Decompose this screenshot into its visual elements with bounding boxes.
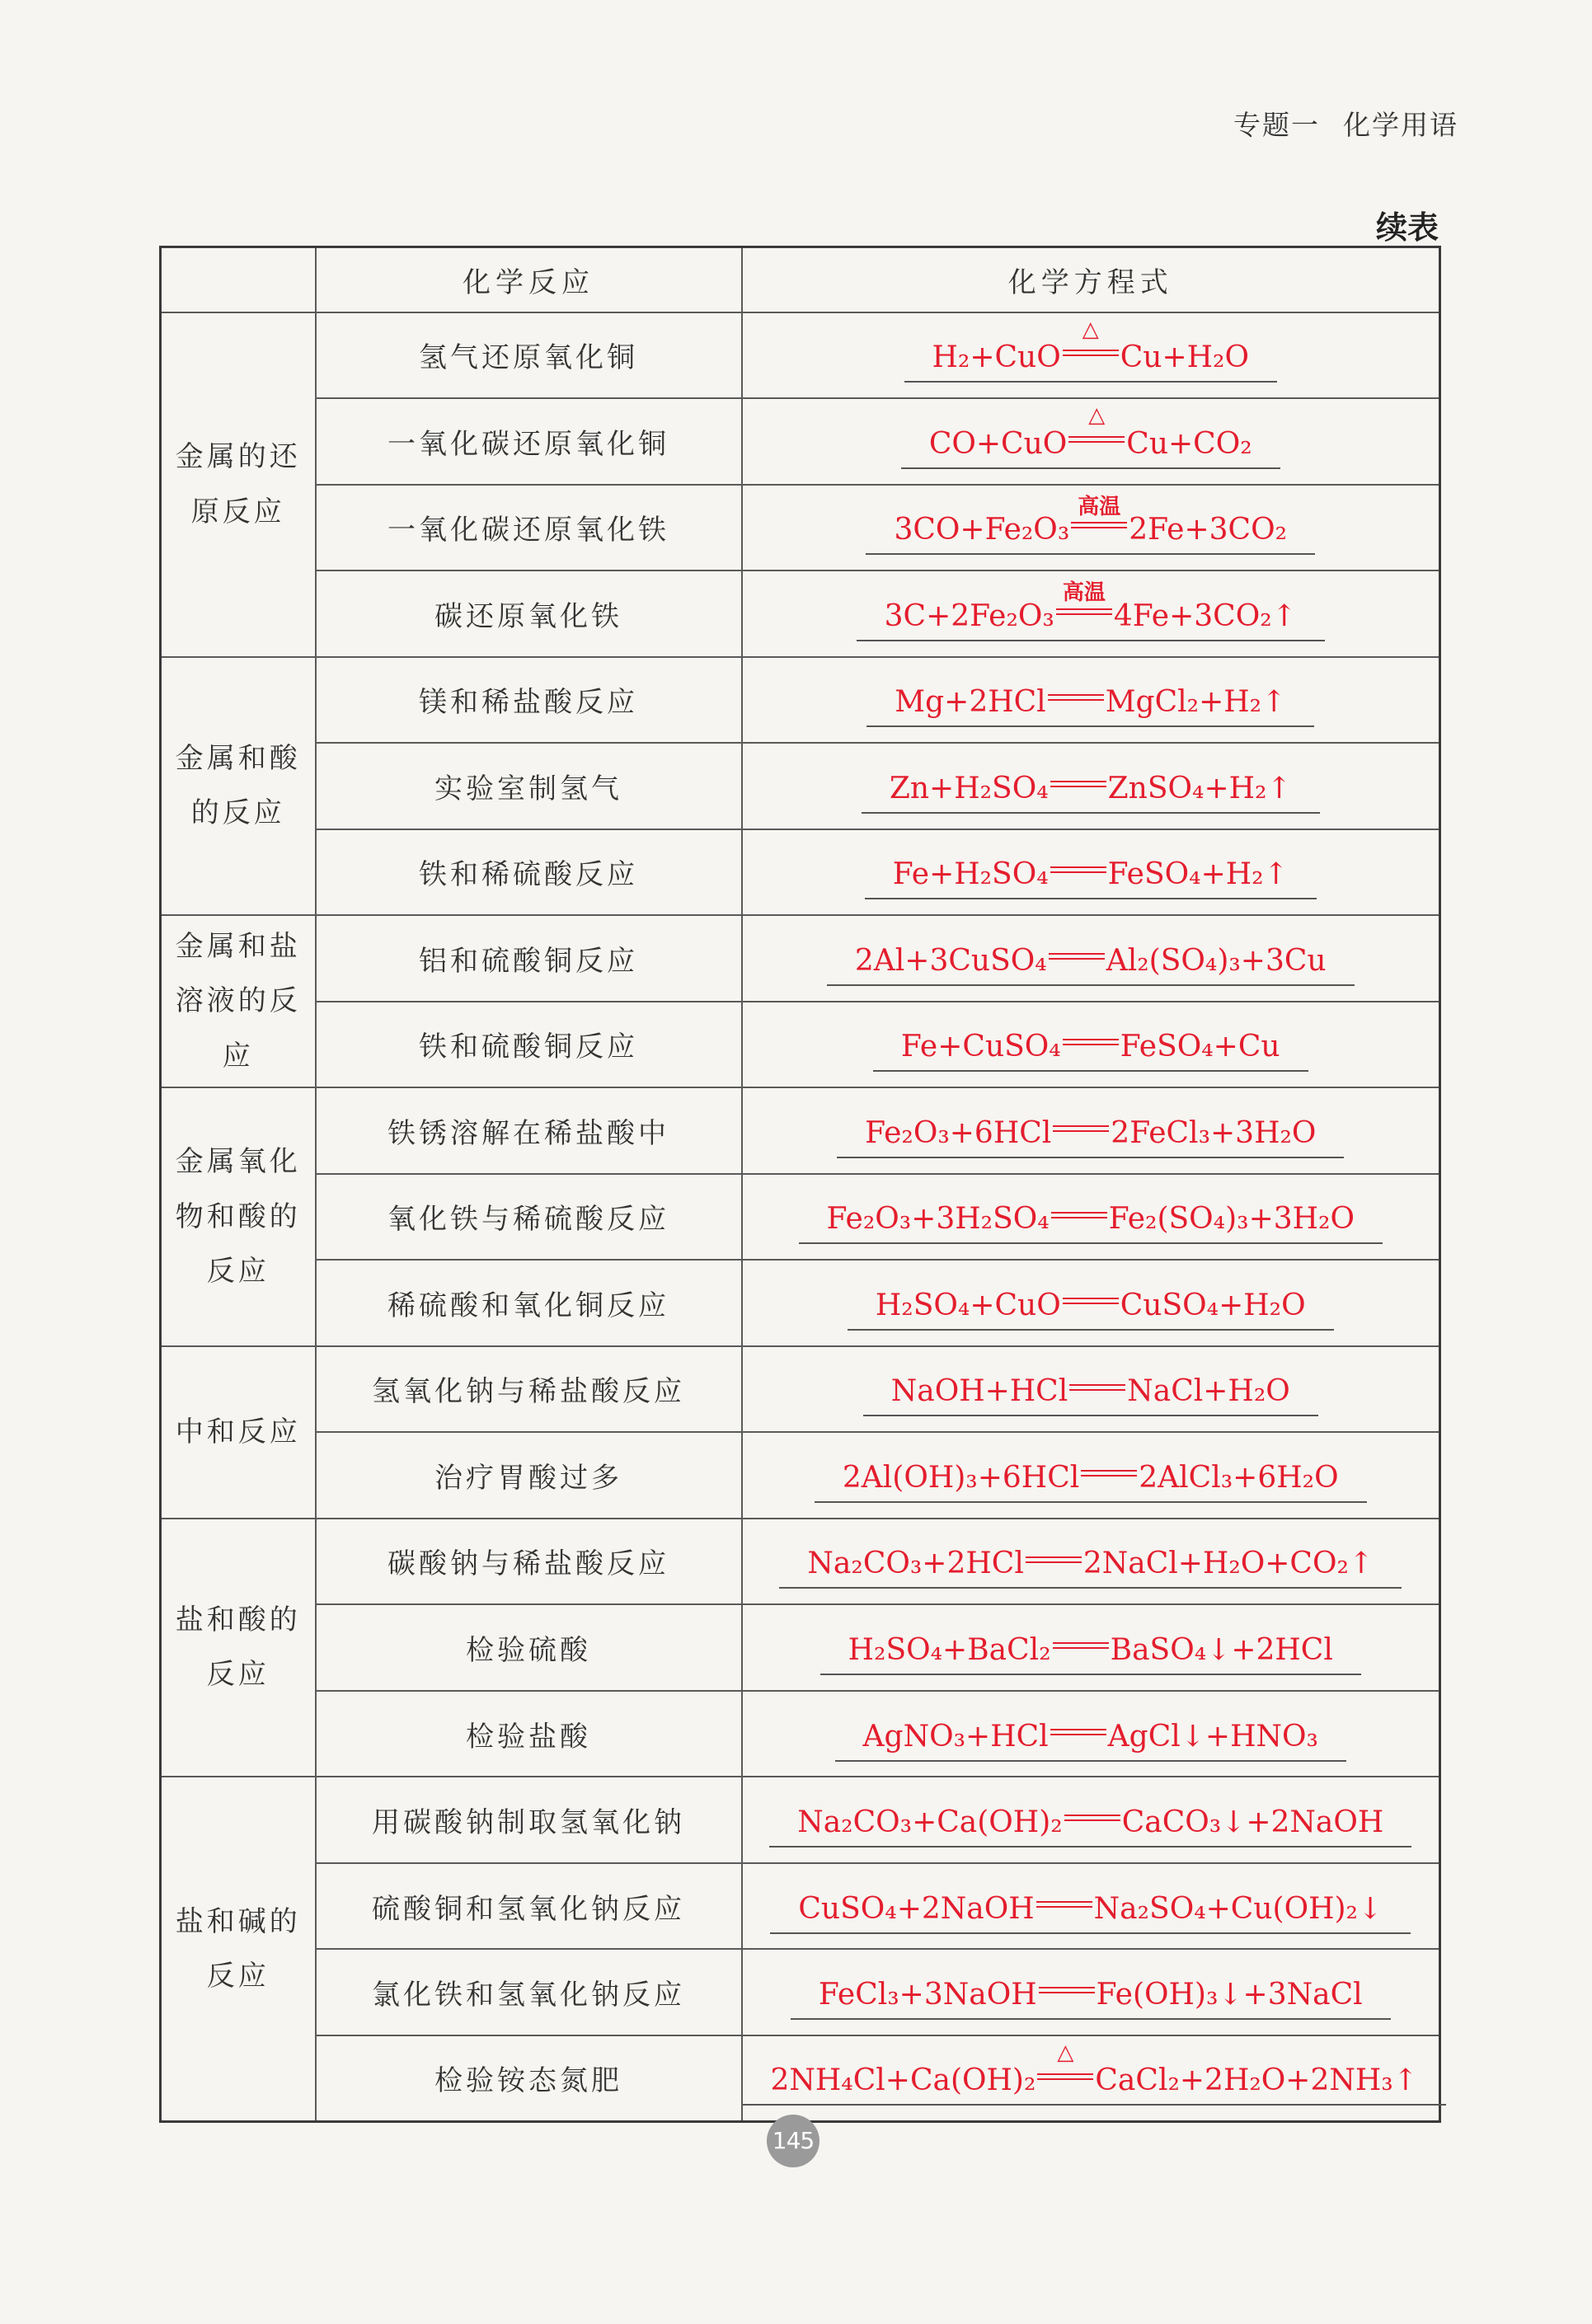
table-row (161, 2035, 1440, 2122)
equals-sign (1063, 350, 1119, 356)
table-row (161, 312, 1440, 399)
products: FeSO₄+H₂↑ (1107, 857, 1289, 892)
reaction-condition (1069, 494, 1129, 539)
equals-sign (1053, 1125, 1109, 1132)
equation-cell (742, 485, 1440, 571)
table-row (161, 1346, 1440, 1433)
products: Fe(OH)₃↓+3NaCl (1096, 1978, 1363, 2012)
table-row (161, 1432, 1440, 1519)
equation-cell (742, 312, 1440, 399)
equation-cell (742, 1691, 1440, 1777)
equals-sign (1056, 608, 1112, 615)
condition-label: △ (1057, 2040, 1074, 2065)
equation-cell (742, 657, 1440, 744)
header-reaction: 化学反应 (316, 247, 742, 312)
chemical-equation (866, 682, 1314, 727)
products: CaCO₃↓+2NaOH (1121, 1805, 1384, 1840)
reactants: 2Al+3CuSO₄ (854, 943, 1047, 978)
equation-cell (742, 743, 1440, 829)
reaction-condition (1049, 1716, 1108, 1746)
equals-sign (1026, 1556, 1082, 1563)
products: 2Fe+3CO₂ (1129, 513, 1288, 547)
table-row (161, 485, 1440, 571)
condition-label: 高温 (1078, 494, 1121, 519)
reaction-name: 氢氧化钠与稀盐酸反应 (316, 1346, 742, 1433)
products: AgCl↓+HNO₃ (1107, 1719, 1318, 1754)
equation-cell (742, 1777, 1440, 1863)
chemical-equation (835, 1716, 1346, 1762)
products: Cu+H₂O (1120, 340, 1249, 375)
equals-sign (1053, 1642, 1109, 1649)
reaction-name: 硫酸铜和氢氧化钠反应 (316, 1863, 742, 1950)
equation-cell (742, 1260, 1440, 1346)
table-row (161, 1691, 1440, 1777)
table-row (161, 829, 1440, 916)
equation-cell (742, 1346, 1440, 1433)
reaction-name: 铁和稀硫酸反应 (316, 829, 742, 916)
reaction-condition (1051, 1113, 1111, 1143)
category-cell: 金属和盐溶液的反应 (161, 915, 316, 1087)
table-row (161, 1604, 1440, 1691)
reactants: Mg+2HCl (895, 685, 1046, 720)
continued-table-label: 续表 (1375, 209, 1439, 246)
chemical-equation (815, 1458, 1367, 1503)
reaction-condition (1049, 854, 1108, 884)
reactants: Zn+H₂SO₄ (889, 771, 1049, 805)
reaction-table (159, 246, 1441, 2123)
products: Na₂SO₄+Cu(OH)₂↓ (1093, 1891, 1383, 1926)
reaction-name: 氯化铁和氢氧化钠反应 (316, 1949, 742, 2035)
chemical-equation (827, 941, 1355, 986)
chemical-equation (837, 1113, 1344, 1158)
products: 2FeCl₃+3H₂O (1111, 1115, 1317, 1150)
products: 2NaCl+H₂O+CO₂↑ (1082, 1547, 1374, 1581)
chemical-equation (866, 494, 1315, 555)
equals-sign (1069, 1384, 1125, 1391)
condition-label: 高温 (1062, 580, 1106, 606)
reaction-condition (1047, 941, 1106, 970)
reactants: Na₂CO₃+2HCl (807, 1547, 1024, 1581)
reaction-condition (1054, 580, 1114, 626)
reactants: CO+CuO (928, 426, 1068, 461)
reactants: 3C+2Fe₂O₃ (884, 599, 1054, 633)
header-equation: 化学方程式 (742, 247, 1440, 312)
page-header (1233, 104, 1458, 143)
reaction-condition (1050, 1199, 1109, 1228)
table-row (161, 1949, 1440, 2035)
equals-sign (1050, 1729, 1106, 1735)
reaction-name: 铝和硫酸铜反应 (316, 915, 742, 1002)
chapter-title: 化学用语 (1343, 109, 1458, 141)
chemical-equation (857, 580, 1325, 641)
chemical-equation (865, 854, 1317, 899)
reaction-name: 用碳酸钠制取氢氧化钠 (316, 1777, 742, 1863)
reactants: Fe+CuSO₄ (900, 1030, 1061, 1064)
reactants: H₂SO₄+BaCl₂ (848, 1632, 1051, 1667)
products: BaSO₄↓+2HCl (1110, 1632, 1333, 1667)
table-row (161, 1863, 1440, 1950)
reactants: 3CO+Fe₂O₃ (894, 513, 1070, 547)
category-cell: 金属和酸的反应 (161, 657, 316, 916)
products: FeSO₄+Cu (1120, 1030, 1280, 1064)
equation-cell (742, 915, 1440, 1002)
equals-sign (1068, 436, 1125, 443)
reaction-name: 氧化铁与稀硫酸反应 (316, 1174, 742, 1261)
reaction-name: 铁锈溶解在稀盐酸中 (316, 1087, 742, 1174)
reaction-name: 一氧化碳还原氧化铁 (316, 485, 742, 571)
reaction-name: 检验铵态氮肥 (316, 2035, 742, 2122)
products: CaCl₂+2H₂O+2NH₃↑ (1095, 2063, 1418, 2098)
reaction-condition (1024, 1543, 1083, 1573)
equals-sign (1063, 1298, 1119, 1304)
table-row (161, 657, 1440, 744)
equation-cell (742, 1087, 1440, 1174)
reaction-name: 一氧化碳还原氧化铜 (316, 398, 742, 485)
reaction-condition (1046, 682, 1106, 711)
category-cell: 盐和酸的反应 (161, 1519, 316, 1777)
equation-cell (742, 1863, 1440, 1950)
equation-cell (742, 1604, 1440, 1691)
reactants: 2Al(OH)₃+6HCl (842, 1460, 1080, 1495)
products: ZnSO₄+H₂↑ (1107, 771, 1292, 805)
table-row (161, 570, 1440, 657)
chemical-equation (769, 1802, 1411, 1847)
reaction-condition (1051, 1630, 1111, 1660)
reaction-name: 检验硫酸 (316, 1604, 742, 1691)
equation-cell (742, 1432, 1440, 1519)
equation-cell (742, 1002, 1440, 1088)
equation-cell (742, 1174, 1440, 1261)
reaction-condition (1049, 768, 1108, 798)
chemical-equation (779, 1543, 1402, 1589)
table-row (161, 398, 1440, 485)
reactants: Fe₂O₃+3H₂SO₄ (826, 1202, 1050, 1237)
chemical-equation (820, 1630, 1361, 1675)
equals-sign (1051, 1212, 1107, 1218)
table-header-row (161, 247, 1440, 312)
table-row (161, 743, 1440, 829)
category-cell: 金属的还原反应 (161, 312, 316, 657)
chemical-equation (743, 2040, 1446, 2106)
reaction-name: 铁和硫酸铜反应 (316, 1002, 742, 1088)
equals-sign (1049, 953, 1105, 960)
chemical-equation (873, 1026, 1308, 1072)
condition-label: △ (1082, 317, 1099, 342)
products: 2AlCl₃+6H₂O (1139, 1460, 1339, 1495)
chemical-equation (848, 1285, 1334, 1331)
category-cell: 中和反应 (161, 1346, 316, 1519)
reactants: H₂SO₄+CuO (875, 1288, 1061, 1322)
chemical-equation (901, 403, 1280, 469)
reactants: 2NH₄Cl+Ca(OH)₂ (770, 2063, 1036, 2098)
header-category-blank (161, 247, 316, 312)
chemical-equation (799, 1199, 1383, 1244)
equals-sign (1036, 1901, 1092, 1908)
equals-sign (1081, 1470, 1137, 1477)
equals-sign (1071, 522, 1127, 528)
equals-sign (1037, 2073, 1093, 2080)
reaction-condition (1037, 1974, 1097, 2004)
equation-cell (742, 570, 1440, 657)
products: Al₂(SO₄)₃+3Cu (1106, 943, 1327, 978)
reaction-name: 治疗胃酸过多 (316, 1432, 742, 1519)
reaction-condition (1068, 1371, 1127, 1401)
reaction-condition (1061, 1026, 1120, 1056)
table-row (161, 1087, 1440, 1174)
reaction-name: 镁和稀盐酸反应 (316, 657, 742, 744)
equals-sign (1048, 694, 1104, 701)
equals-sign (1063, 1039, 1119, 1045)
equation-cell (742, 1519, 1440, 1605)
reaction-name: 实验室制氢气 (316, 743, 742, 829)
reaction-name: 碳酸钠与稀盐酸反应 (316, 1519, 742, 1605)
reactants: Fe₂O₃+6HCl (865, 1115, 1052, 1150)
table-row (161, 1174, 1440, 1261)
reaction-condition (1061, 317, 1120, 367)
reaction-condition (1063, 1802, 1122, 1832)
equals-sign (1050, 866, 1106, 873)
products: NaCl+H₂O (1127, 1374, 1290, 1409)
reaction-condition (1035, 1889, 1094, 1918)
page-number-badge: 145 (767, 2115, 819, 2167)
chapter-topic: 专题一 (1233, 109, 1320, 141)
reactants: CuSO₄+2NaOH (798, 1891, 1035, 1926)
reactants: Fe+H₂SO₄ (892, 857, 1049, 892)
reactants: AgNO₃+HCl (862, 1719, 1049, 1754)
table-row (161, 1519, 1440, 1605)
reaction-condition (1061, 1285, 1120, 1315)
reaction-condition (1067, 403, 1126, 453)
reaction-condition (1079, 1458, 1139, 1487)
products: CuSO₄+H₂O (1120, 1288, 1306, 1322)
reactants: H₂+CuO (932, 340, 1061, 375)
table-row (161, 1777, 1440, 1863)
reaction-name: 检验盐酸 (316, 1691, 742, 1777)
condition-label: △ (1088, 403, 1106, 429)
reactants: Na₂CO₃+Ca(OH)₂ (797, 1805, 1063, 1840)
chemical-equation (862, 768, 1320, 814)
products: Fe₂(SO₄)₃+3H₂O (1108, 1202, 1355, 1237)
table-row (161, 1002, 1440, 1088)
equals-sign (1050, 781, 1106, 787)
equals-sign (1039, 1987, 1095, 1993)
table-row (161, 915, 1440, 1002)
reactants: NaOH+HCl (890, 1374, 1068, 1409)
products: MgCl₂+H₂↑ (1105, 685, 1287, 720)
chemical-equation (904, 317, 1277, 383)
chemical-equation (770, 1889, 1411, 1934)
equation-cell (742, 2035, 1440, 2122)
equation-cell (742, 398, 1440, 485)
products: 4Fe+3CO₂↑ (1113, 599, 1297, 633)
equation-cell (742, 829, 1440, 916)
reaction-name: 氢气还原氧化铜 (316, 312, 742, 399)
reaction-name: 碳还原氧化铁 (316, 570, 742, 657)
products: Cu+CO₂ (1126, 426, 1252, 461)
chemical-equation (863, 1371, 1318, 1416)
equals-sign (1064, 1815, 1120, 1821)
chemical-equation (791, 1974, 1391, 2020)
reaction-condition (1036, 2040, 1095, 2090)
equation-cell (742, 1949, 1440, 2035)
table-row (161, 1260, 1440, 1346)
category-cell: 盐和碱的反应 (161, 1777, 316, 2121)
category-cell: 金属氧化物和酸的反应 (161, 1087, 316, 1346)
reactants: FeCl₃+3NaOH (818, 1978, 1037, 2012)
reaction-name: 稀硫酸和氧化铜反应 (316, 1260, 742, 1346)
